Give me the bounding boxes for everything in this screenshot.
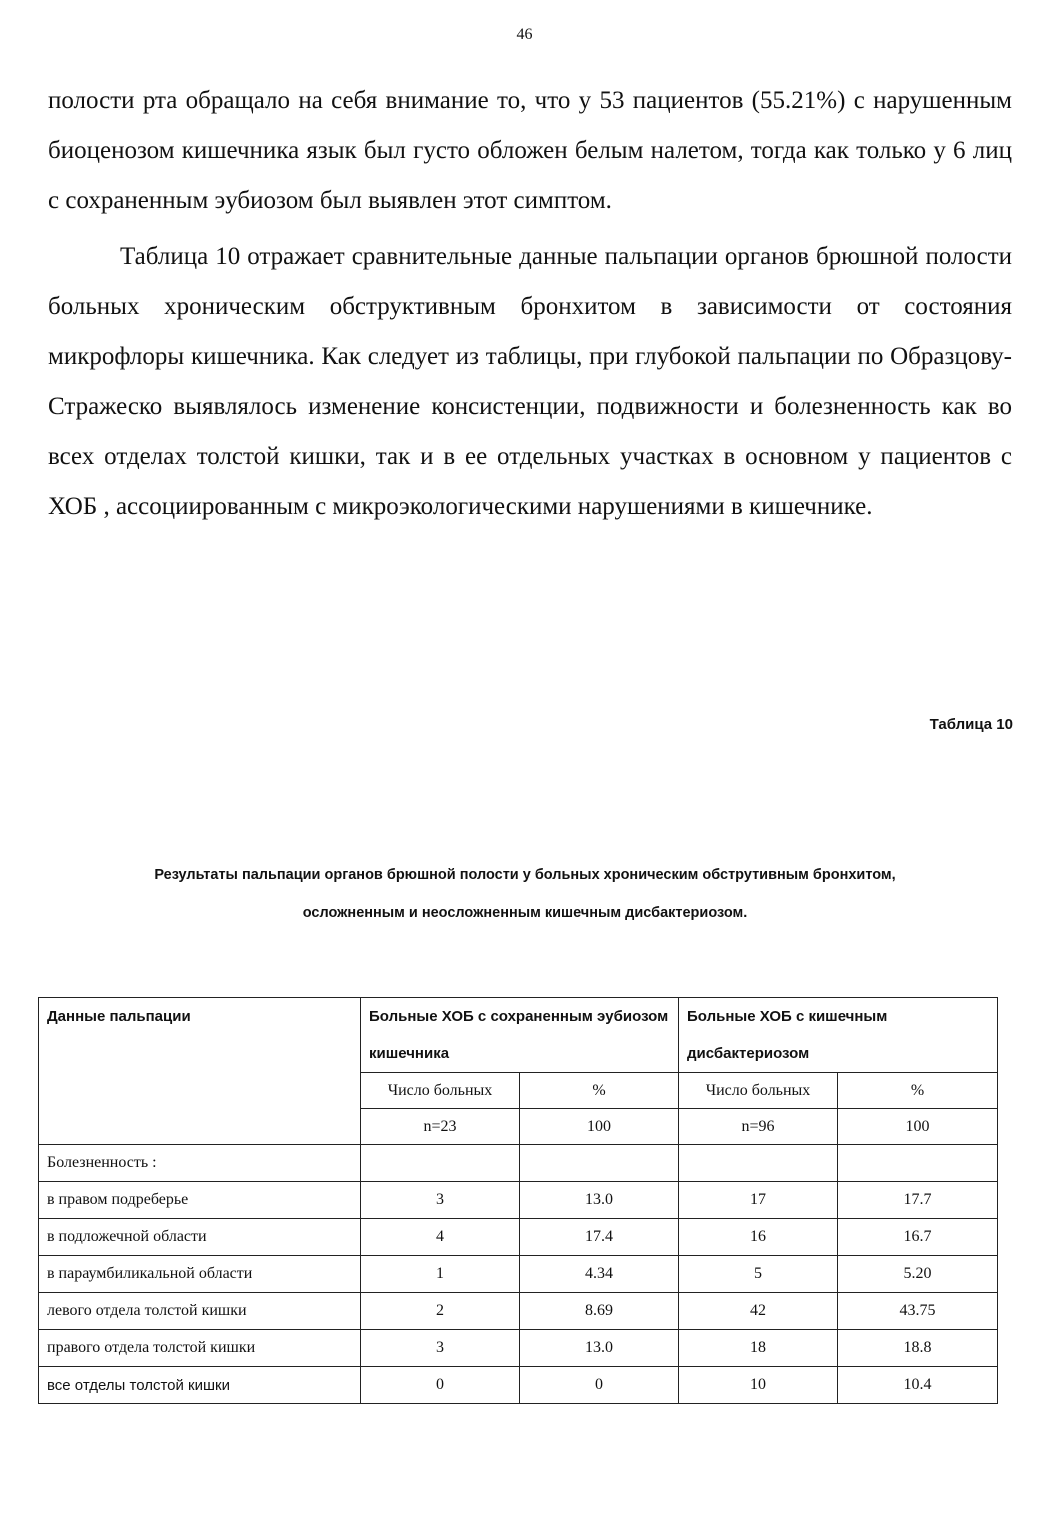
- row-count-eubiosis: 4: [361, 1219, 520, 1256]
- row-percent-eubiosis: 13.0: [520, 1182, 679, 1219]
- header-group-eubiosis: Больные ХОБ с сохраненным эубиозом кишечника: [361, 998, 679, 1073]
- empty-cell: [520, 1145, 679, 1182]
- row-percent-eubiosis: 17.4: [520, 1219, 679, 1256]
- body-text: [48, 76, 1012, 532]
- subheader-count-2: Число больных: [679, 1073, 838, 1109]
- table-row: [39, 1182, 998, 1219]
- paragraph-continuation: полости рта обращало на себя внимание то, что у 53 пациентов (55.21%) с нарушенным биоценозом кишечника язык был густо обложен белым налетом, тогда как только у 6 лиц с сохраненным эубиозом был выявлен этот симптом.: [48, 87, 1012, 214]
- row-percent-dysbacteriosis: 5.20: [838, 1256, 998, 1293]
- row-percent-dysbacteriosis: 43.75: [838, 1293, 998, 1330]
- row-percent-dysbacteriosis: 17.7: [838, 1182, 998, 1219]
- row-percent-eubiosis: 8.69: [520, 1293, 679, 1330]
- header-palpation-data: Данные пальпации: [39, 998, 361, 1145]
- table-caption: [40, 856, 1010, 932]
- subheader-percent-1: %: [520, 1073, 679, 1109]
- row-count-dysbacteriosis: 10: [679, 1367, 838, 1404]
- row-count-eubiosis: 2: [361, 1293, 520, 1330]
- total-percent-1: 100: [520, 1109, 679, 1145]
- subheader-percent-2: %: [838, 1073, 998, 1109]
- row-percent-eubiosis: 0: [520, 1367, 679, 1404]
- subheader-count-1: Число больных: [361, 1073, 520, 1109]
- header-group-dysbacteriosis: Больные ХОБ с кишечным дисбактериозом: [679, 998, 998, 1073]
- palpation-results-table: [38, 997, 998, 1404]
- row-label: в параумбиликальной области: [39, 1256, 361, 1293]
- table-header-row: [39, 998, 998, 1073]
- row-label: левого отдела толстой кишки: [39, 1293, 361, 1330]
- row-label: в правом подреберье: [39, 1182, 361, 1219]
- row-label: все отделы толстой кишки: [39, 1367, 361, 1404]
- paragraph-table-intro: Таблица 10 отражает сравнительные данные пальпации органов брюшной полости больных хроническим обструктивным бронхитом в зависимости от состояния микрофлоры кишечника. Как следует из таблицы, при глубокой пальпации по Образцову-Стражеско выявлялось изменение консистенции, подвижности и болезненность как во всех отделах толстой кишки, так и в ее отдельных участках в основном у пациентов с ХОБ , ассоциированным с микроэкологическими нарушениями в кишечнике.: [48, 243, 1012, 520]
- total-n-1: n=23: [361, 1109, 520, 1145]
- row-count-dysbacteriosis: 17: [679, 1182, 838, 1219]
- row-count-eubiosis: 1: [361, 1256, 520, 1293]
- row-count-eubiosis: 3: [361, 1182, 520, 1219]
- row-percent-eubiosis: 13.0: [520, 1330, 679, 1367]
- row-count-eubiosis: 3: [361, 1330, 520, 1367]
- row-percent-eubiosis: 4.34: [520, 1256, 679, 1293]
- row-count-eubiosis: 0: [361, 1367, 520, 1404]
- table-label: Таблица 10: [929, 716, 1013, 733]
- row-count-dysbacteriosis: 18: [679, 1330, 838, 1367]
- empty-cell: [838, 1145, 998, 1182]
- table-caption-line-2: осложненным и неосложненным кишечным дисбактериозом.: [302, 905, 748, 921]
- row-percent-dysbacteriosis: 16.7: [838, 1219, 998, 1256]
- row-percent-dysbacteriosis: 10.4: [838, 1367, 998, 1404]
- total-percent-2: 100: [838, 1109, 998, 1145]
- row-count-dysbacteriosis: 16: [679, 1219, 838, 1256]
- table-row: [39, 1219, 998, 1256]
- row-percent-dysbacteriosis: 18.8: [838, 1330, 998, 1367]
- table-row: [39, 1293, 998, 1330]
- page-number: 46: [516, 26, 533, 43]
- table-row: [39, 1256, 998, 1293]
- row-label: в подложечной области: [39, 1219, 361, 1256]
- row-count-dysbacteriosis: 42: [679, 1293, 838, 1330]
- table-row: [39, 1330, 998, 1367]
- table-section-row: [39, 1145, 998, 1182]
- empty-cell: [361, 1145, 520, 1182]
- row-label: правого отдела толстой кишки: [39, 1330, 361, 1367]
- row-count-dysbacteriosis: 5: [679, 1256, 838, 1293]
- section-label-tenderness: Болезненность :: [39, 1145, 361, 1182]
- total-n-2: n=96: [679, 1109, 838, 1145]
- empty-cell: [679, 1145, 838, 1182]
- table-row: [39, 1367, 998, 1404]
- table-caption-line-1: Результаты пальпации органов брюшной полости у больных хроническим обструтивным бронхитом,: [154, 867, 896, 883]
